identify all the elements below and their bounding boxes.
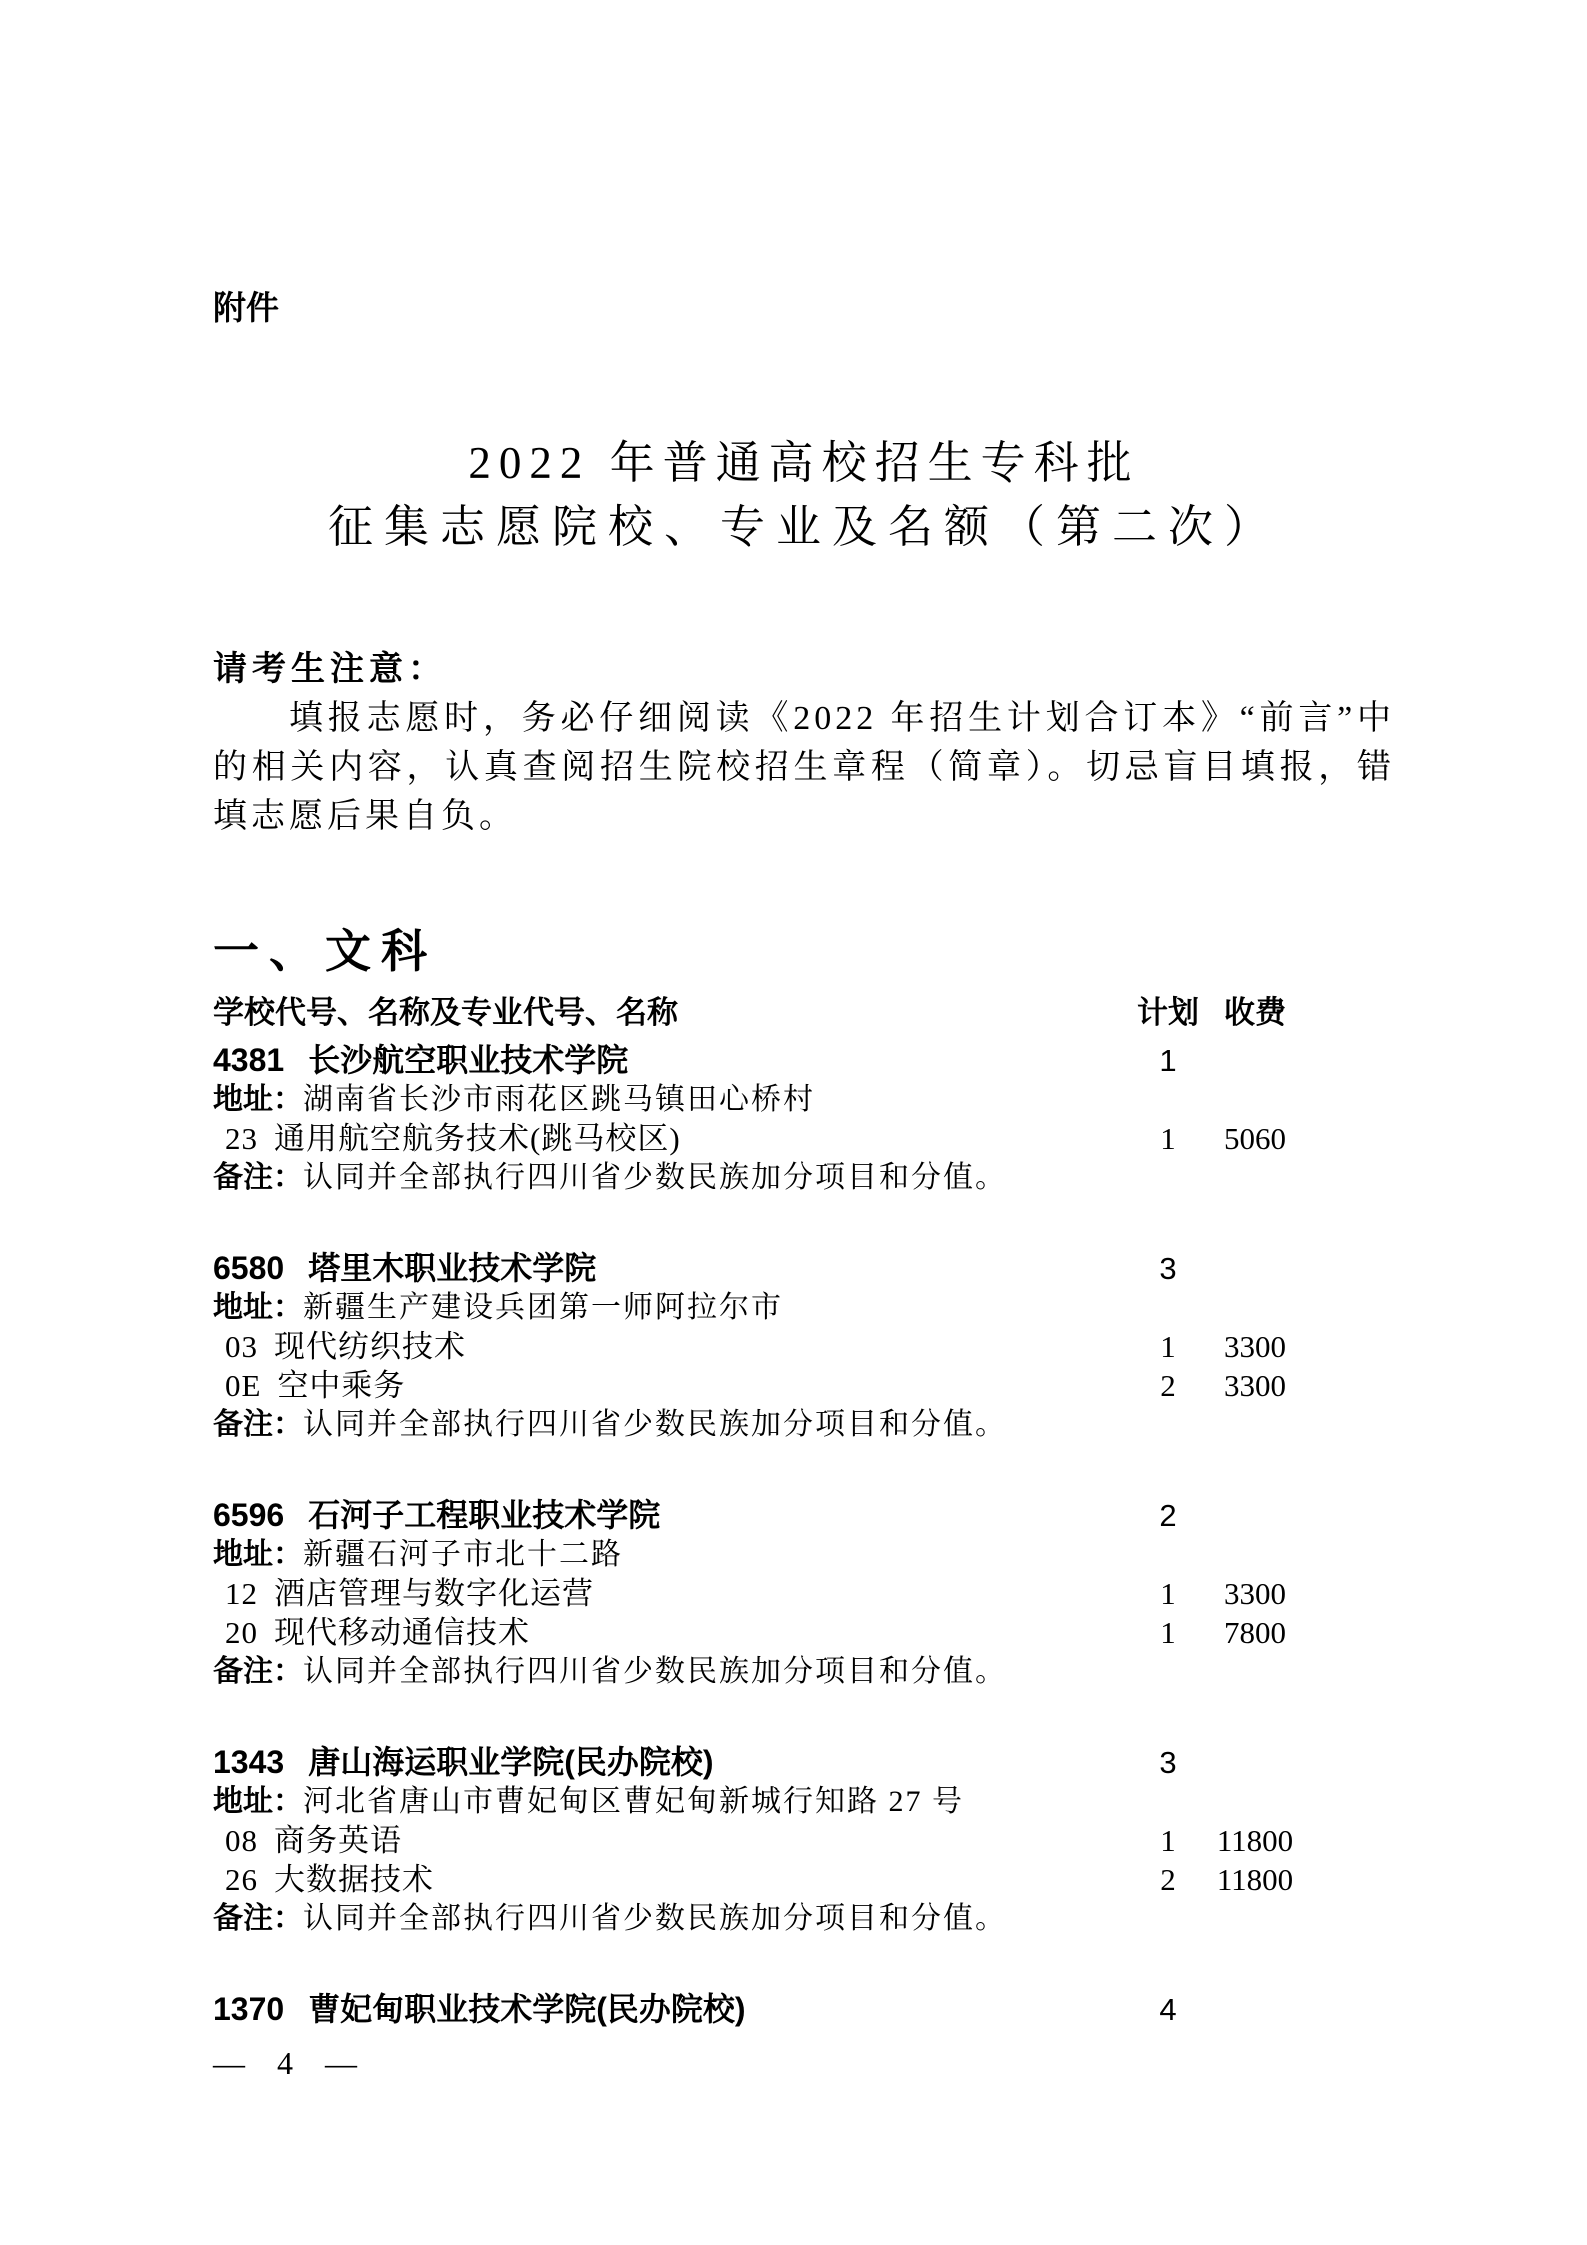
major-rows: [213, 1119, 1307, 1158]
school-name-cell: [213, 1990, 1133, 2029]
address-text: 新疆生产建设兵团第一师阿拉尔市: [303, 1291, 783, 1324]
major-name-cell: [213, 1327, 1133, 1366]
title-line-1: 2022 年普通高校招生专科批: [468, 438, 1140, 488]
address-text: 新疆石河子市北十二路: [303, 1538, 623, 1571]
school-code: 1370: [213, 1991, 285, 2027]
address-label: 地址：: [213, 1083, 303, 1116]
school-plan-count: 3: [1159, 1745, 1177, 1780]
major-name: 酒店管理与数字化运营: [274, 1576, 594, 1611]
remark-text: 认同并全部执行四川省少数民族加分项目和分值。: [303, 1902, 1007, 1935]
title-line-2: 征集志愿院校、专业及名额（第二次）: [327, 502, 1280, 552]
major-name: 现代移动通信技术: [274, 1615, 530, 1650]
school-fee-cell: [1203, 1487, 1307, 1526]
school-code: 4381: [213, 1042, 285, 1078]
school-fee-cell: [1203, 1240, 1307, 1279]
major-plan-count: 2: [1160, 1862, 1176, 1897]
school-row: [213, 1240, 1307, 1288]
major-code: 20: [225, 1615, 258, 1650]
address-label: 地址：: [213, 1785, 303, 1818]
major-rows: [213, 1574, 1307, 1652]
major-name-cell: [213, 1821, 1133, 1860]
school-blocks: [213, 1032, 1307, 2029]
major-name-cell: [213, 1366, 1133, 1405]
major-row: [213, 1119, 1307, 1158]
major-plan-count: 1: [1160, 1121, 1176, 1156]
remark-text: 认同并全部执行四川省少数民族加分项目和分值。: [303, 1161, 1007, 1194]
school-name: 石河子工程职业技术学院: [308, 1497, 661, 1533]
column-header-plan: 计划: [1137, 995, 1199, 1030]
remark-row: [213, 1405, 1307, 1444]
school-name: 曹妃甸职业技术学院(民办院校): [308, 1991, 746, 2027]
major-code: 23: [225, 1121, 258, 1156]
major-row: [213, 1613, 1307, 1652]
major-fee: 11800: [1216, 1823, 1294, 1858]
major-name-cell: [213, 1860, 1133, 1899]
school-name: 塔里木职业技术学院: [308, 1250, 597, 1286]
remark-row: [213, 1652, 1307, 1691]
notice-heading: 请考生注意：: [213, 651, 447, 688]
school-block: [213, 1734, 1307, 1938]
school-row: [213, 1981, 1307, 2029]
major-fee: 3300: [1224, 1368, 1286, 1403]
major-code: 12: [225, 1576, 258, 1611]
remark-text: 认同并全部执行四川省少数民族加分项目和分值。: [303, 1408, 1007, 1441]
remark-label: 备注：: [213, 1161, 303, 1194]
major-row: [213, 1366, 1307, 1405]
address-text: 湖南省长沙市雨花区跳马镇田心桥村: [303, 1083, 815, 1116]
major-row: [213, 1860, 1307, 1899]
admission-plan-table: [213, 993, 1307, 2029]
remark-row: [213, 1899, 1307, 1938]
major-rows: [213, 1327, 1307, 1405]
school-block: [213, 1981, 1307, 2029]
notice-body: 填报志愿时，务必仔细阅读《2022 年招生计划合订本》“前言”中的相关内容，认真查阅招生院校招生章程（简章）。切忌盲目填报，错填志愿后果自负。: [213, 700, 1395, 835]
address-row: [213, 1535, 1307, 1574]
major-fee: 3300: [1224, 1576, 1286, 1611]
address-row: [213, 1288, 1307, 1327]
major-code: 08: [225, 1823, 258, 1858]
major-name: 大数据技术: [274, 1862, 434, 1897]
page-number: — 4 —: [213, 2045, 369, 2081]
school-name: 唐山海运职业学院(民办院校): [308, 1744, 714, 1780]
address-text: 河北省唐山市曹妃甸区曹妃甸新城行知路 27 号: [303, 1785, 964, 1818]
major-fee: 11800: [1216, 1862, 1294, 1897]
school-fee-cell: [1203, 1734, 1307, 1773]
school-plan-count: 4: [1159, 1992, 1177, 2027]
major-plan-count: 1: [1160, 1576, 1176, 1611]
major-plan-count: 2: [1160, 1368, 1176, 1403]
school-name-cell: [213, 1496, 1133, 1535]
remark-text: 认同并全部执行四川省少数民族加分项目和分值。: [303, 1655, 1007, 1688]
remark-row: [213, 1158, 1307, 1197]
major-name: 通用航空航务技术(跳马校区): [274, 1121, 681, 1156]
school-block: [213, 1240, 1307, 1444]
school-name-cell: [213, 1249, 1133, 1288]
major-row: [213, 1821, 1307, 1860]
school-code: 1343: [213, 1744, 285, 1780]
major-row: [213, 1574, 1307, 1613]
major-rows: [213, 1821, 1307, 1899]
major-plan-count: 1: [1160, 1823, 1176, 1858]
school-fee-cell: [1203, 1981, 1307, 2020]
major-plan-count: 1: [1160, 1615, 1176, 1650]
school-code: 6596: [213, 1497, 285, 1533]
school-row: [213, 1487, 1307, 1535]
address-row: [213, 1782, 1307, 1821]
major-fee: 3300: [1224, 1329, 1286, 1364]
school-plan-count: 3: [1159, 1251, 1177, 1286]
major-code: 0E: [225, 1368, 262, 1403]
address-label: 地址：: [213, 1538, 303, 1571]
school-block: [213, 1032, 1307, 1197]
address-row: [213, 1080, 1307, 1119]
school-name-cell: [213, 1743, 1133, 1782]
major-plan-count: 1: [1160, 1329, 1176, 1364]
major-name-cell: [213, 1119, 1133, 1158]
school-name-cell: [213, 1041, 1133, 1080]
school-plan-count: 2: [1159, 1498, 1177, 1533]
major-code: 03: [225, 1329, 258, 1364]
remark-label: 备注：: [213, 1655, 303, 1688]
major-name: 现代纺织技术: [274, 1329, 466, 1364]
major-code: 26: [225, 1862, 258, 1897]
document-title: [213, 431, 1395, 559]
school-name: 长沙航空职业技术学院: [308, 1042, 629, 1078]
address-label: 地址：: [213, 1291, 303, 1324]
major-name-cell: [213, 1613, 1133, 1652]
major-fee: 7800: [1224, 1615, 1286, 1650]
column-header-school-major: 学校代号、名称及专业代号、名称: [213, 995, 678, 1030]
table-header-row: [213, 993, 1307, 1032]
remark-label: 备注：: [213, 1408, 303, 1441]
attachment-label: 附件: [213, 289, 279, 326]
school-code: 6580: [213, 1250, 285, 1286]
school-plan-count: 1: [1159, 1043, 1177, 1078]
school-row: [213, 1734, 1307, 1782]
major-name-cell: [213, 1574, 1133, 1613]
major-fee: 5060: [1224, 1121, 1286, 1156]
major-name: 空中乘务: [277, 1368, 406, 1403]
major-name: 商务英语: [274, 1823, 402, 1858]
section-heading-liberal-arts: 一、文科: [213, 925, 437, 977]
school-row: [213, 1032, 1307, 1080]
school-fee-cell: [1203, 1032, 1307, 1071]
major-row: [213, 1327, 1307, 1366]
column-header-fee: 收费: [1224, 995, 1286, 1030]
remark-label: 备注：: [213, 1902, 303, 1935]
school-block: [213, 1487, 1307, 1691]
